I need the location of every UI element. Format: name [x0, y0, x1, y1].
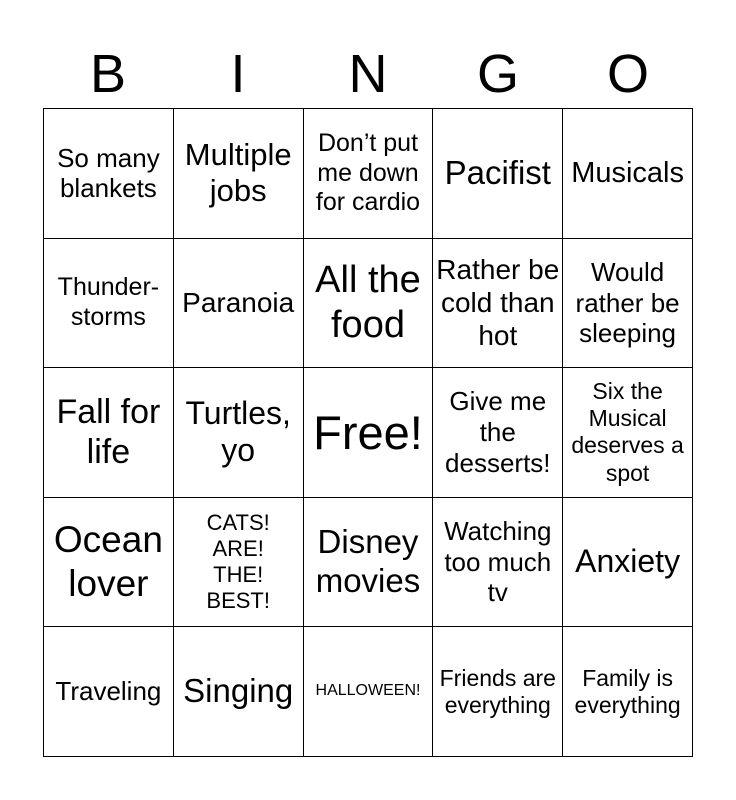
cell-label: HALLOWEEN! — [315, 682, 421, 700]
bingo-header — [43, 40, 693, 108]
cell-label: Anxiety — [575, 543, 681, 580]
cell-label: Watching too much tv — [444, 516, 552, 608]
header-letter-i: I — [230, 44, 246, 104]
cell-label: Six the Musical deserves a spot — [571, 378, 684, 486]
cell-label: Don’t put me down for cardio — [315, 129, 421, 217]
bingo-cell-r2c2[interactable] — [174, 239, 304, 369]
bingo-cell-r1c5[interactable] — [563, 109, 693, 239]
bingo-cell-r1c3[interactable] — [304, 109, 434, 239]
bingo-cell-r2c4[interactable] — [433, 239, 563, 369]
header-letter-n: N — [348, 44, 388, 104]
bingo-cell-r1c1[interactable] — [44, 109, 174, 239]
header-letter-g: G — [476, 44, 519, 104]
bingo-cell-r5c1[interactable] — [44, 627, 174, 757]
bingo-cell-r4c5[interactable] — [563, 498, 693, 628]
cell-label: Pacifist — [444, 153, 551, 191]
cell-label: Multiple jobs — [184, 136, 292, 209]
cell-label: Rather be cold than hot — [436, 254, 560, 352]
bingo-cell-r3c1[interactable] — [44, 368, 174, 498]
cell-label: Paranoia — [182, 287, 295, 319]
bingo-free-space[interactable] — [304, 368, 434, 498]
cell-label: All the food — [315, 259, 421, 346]
bingo-cell-r3c2[interactable] — [174, 368, 304, 498]
bingo-cell-r2c3[interactable] — [304, 239, 434, 369]
cell-label: So many blankets — [57, 142, 160, 204]
bingo-cell-r3c5[interactable] — [563, 368, 693, 498]
cell-label: Give me the desserts! — [445, 386, 551, 478]
cell-label: Friends are everything — [439, 664, 556, 718]
bingo-cell-r3c4[interactable] — [433, 368, 563, 498]
bingo-cell-r5c3[interactable] — [304, 627, 434, 757]
bingo-cell-r4c4[interactable] — [433, 498, 563, 628]
cell-label: Traveling — [55, 676, 162, 707]
cell-label: Fall for life — [56, 393, 161, 472]
bingo-cell-r5c2[interactable] — [174, 627, 304, 757]
header-letter-o: O — [606, 44, 649, 104]
bingo-cell-r4c2[interactable] — [174, 498, 304, 628]
bingo-cell-r4c1[interactable] — [44, 498, 174, 628]
cell-label: Disney movies — [315, 523, 421, 600]
bingo-cell-r1c4[interactable] — [433, 109, 563, 239]
bingo-board — [43, 108, 693, 757]
cell-label: Ocean lover — [53, 519, 163, 605]
bingo-cell-r2c5[interactable] — [563, 239, 693, 369]
cell-label: Turtles, yo — [185, 394, 291, 469]
bingo-cell-r1c2[interactable] — [174, 109, 304, 239]
cell-label: Musicals — [571, 157, 684, 190]
bingo-cell-r2c1[interactable] — [44, 239, 174, 369]
bingo-cell-r4c3[interactable] — [304, 498, 434, 628]
cell-label: CATS! ARE! THE! BEST! — [206, 510, 270, 614]
cell-label: Family is everything — [574, 664, 681, 718]
cell-label: Would rather be sleeping — [575, 256, 680, 349]
header-letter-b: B — [89, 44, 127, 104]
cell-label: Singing — [183, 672, 294, 710]
bingo-cell-r5c4[interactable] — [433, 627, 563, 757]
cell-label: Free! — [313, 405, 423, 459]
cell-label: Thunder-storms — [57, 273, 160, 331]
bingo-cell-r5c5[interactable] — [563, 627, 693, 757]
